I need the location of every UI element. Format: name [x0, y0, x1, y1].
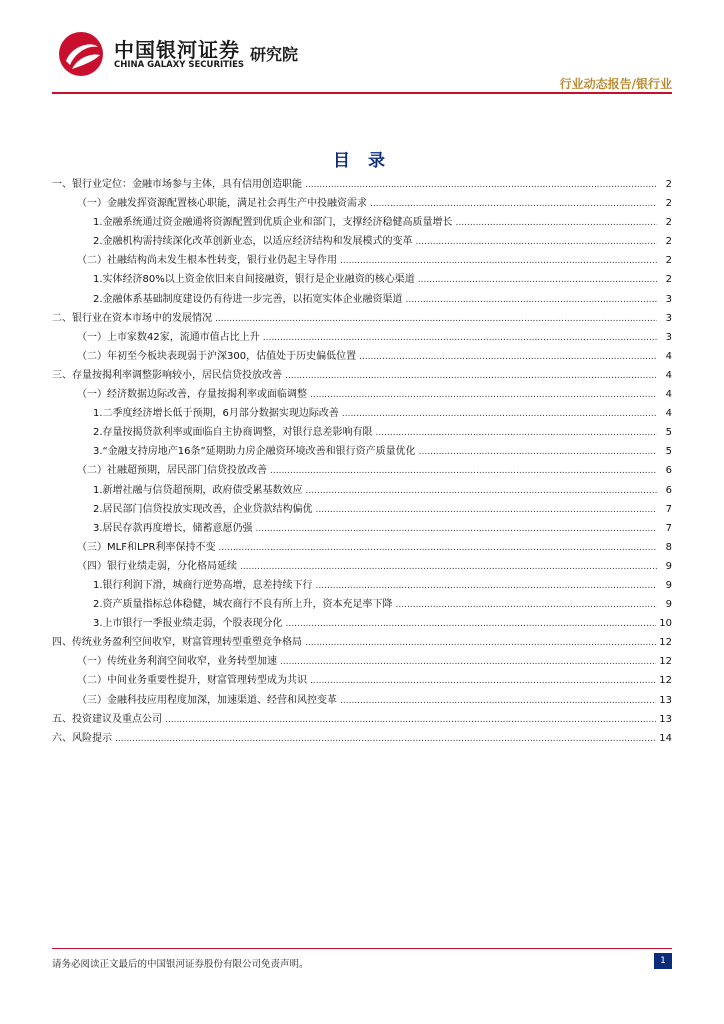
- toc-leader-dots: [263, 333, 657, 343]
- toc-leader-dots: [310, 390, 657, 400]
- toc-leader-dots: [310, 676, 656, 686]
- table-of-contents: [52, 175, 672, 748]
- toc-entry[interactable]: [52, 347, 672, 366]
- toc-entry-title: 3.上市银行一季报业绩走弱，个股表现分化: [93, 618, 283, 630]
- toc-entry-title: （一）传统业务利润空间收窄，业务转型加速: [77, 656, 277, 668]
- toc-leader-dots: [418, 275, 657, 285]
- toc-entry-title: （一）上市家数42家，流通市值占比上升: [77, 331, 260, 343]
- toc-entry-page: 12: [659, 656, 672, 668]
- toc-leader-dots: [215, 314, 657, 324]
- toc-entry-title: （三）金融科技应用程度加深，加速渠道、经营和风控变革: [77, 694, 337, 706]
- toc-entry[interactable]: [52, 232, 672, 251]
- toc-entry[interactable]: [52, 270, 672, 289]
- toc-entry-title: 3.“金融支持房地产16条”延期助力房企融资环境改善和银行资产质量优化: [93, 446, 416, 458]
- toc-leader-dots: [419, 447, 657, 457]
- toc-leader-dots: [306, 486, 657, 496]
- toc-entry-page: 3: [665, 331, 672, 343]
- toc-leader-dots: [376, 428, 657, 438]
- toc-entry-title: 3.居民存款再度增长，储蓄意愿仍强: [93, 522, 253, 534]
- toc-leader-dots: [305, 180, 657, 190]
- toc-entry[interactable]: [52, 290, 672, 309]
- toc-leader-dots: [359, 352, 657, 362]
- toc-entry[interactable]: [52, 538, 672, 557]
- toc-entry-title: 2.金融机构需持续深化改革创新业态，以适应经济结构和发展模式的变革: [93, 236, 413, 248]
- toc-leader-dots: [285, 371, 657, 381]
- toc-entry[interactable]: [52, 385, 672, 404]
- toc-entry-page: 3: [665, 312, 672, 324]
- toc-entry-title: （二）社融超预期，居民部门信贷投放改善: [77, 465, 267, 477]
- toc-entry[interactable]: [52, 557, 672, 576]
- toc-entry[interactable]: [52, 729, 672, 748]
- toc-entry-title: 1.实体经济80%以上资金依旧来自间接融资，银行是企业融资的核心渠道: [93, 274, 415, 286]
- toc-entry-page: 2: [665, 255, 672, 267]
- toc-entry-page: 12: [659, 637, 672, 649]
- toc-entry-page: 4: [665, 408, 672, 420]
- toc-entry-title: 1.新增社融与信贷超预期，政府债受累基数效应: [93, 484, 303, 496]
- toc-entry-title: 2.资产质量指标总体稳健，城农商行不良有所上升，资本充足率下降: [93, 599, 393, 611]
- toc-entry[interactable]: [52, 423, 672, 442]
- toc-entry-title: 二、银行业在资本市场中的发展情况: [52, 312, 212, 324]
- toc-entry[interactable]: [52, 576, 672, 595]
- brand-name-cn: 中国银河证券: [114, 38, 240, 62]
- toc-entry-page: 4: [665, 369, 672, 381]
- toc-entry-page: 4: [665, 389, 672, 401]
- toc-entry-title: （四）银行业绩走弱，分化格局延续: [77, 560, 237, 572]
- toc-entry-title: （一）经济数据边际改善，存量按揭利率或面临调整: [77, 389, 307, 401]
- toc-leader-dots: [396, 600, 657, 610]
- toc-title: 目 录: [333, 151, 391, 171]
- galaxy-logo-icon: [58, 31, 104, 77]
- toc-leader-dots: [316, 581, 657, 591]
- toc-entry[interactable]: [52, 595, 672, 614]
- toc-entry-page: 12: [659, 675, 672, 687]
- toc-leader-dots: [305, 638, 656, 648]
- toc-entry-title: （一）金融发挥资源配置核心职能，满足社会再生产中投融资需求: [77, 198, 367, 210]
- toc-entry-title: 2.存量按揭贷款利率或面临自主协商调整，对银行息差影响有限: [93, 427, 373, 439]
- toc-leader-dots: [270, 466, 657, 476]
- toc-leader-dots: [115, 734, 656, 744]
- page-header: [0, 0, 724, 100]
- institute-label: 研究院: [250, 45, 299, 64]
- toc-entry-title: 1.金融系统通过资金融通将资源配置到优质企业和部门，支撑经济稳健高质量增长: [93, 217, 453, 229]
- toc-entry[interactable]: [52, 213, 672, 232]
- toc-entry[interactable]: [52, 671, 672, 690]
- toc-entry-page: 5: [665, 427, 672, 439]
- toc-entry-page: 10: [659, 618, 672, 630]
- toc-entry-page: 3: [665, 293, 672, 305]
- toc-entry[interactable]: [52, 404, 672, 423]
- toc-entry-title: 三、存量按揭利率调整影响较小，居民信贷投放改善: [52, 369, 282, 381]
- toc-entry-page: 2: [665, 274, 672, 286]
- toc-entry[interactable]: [52, 309, 672, 328]
- toc-entry[interactable]: [52, 366, 672, 385]
- toc-entry-page: 9: [665, 560, 672, 572]
- toc-entry-page: 4: [665, 350, 672, 362]
- toc-entry[interactable]: [52, 691, 672, 710]
- toc-entry-title: （二）年初至今板块表现弱于沪深300，估值处于历史偏低位置: [77, 350, 357, 362]
- toc-leader-dots: [219, 543, 657, 553]
- toc-entry-title: 一、银行业定位：金融市场参与主体，具有信用创造职能: [52, 179, 302, 190]
- toc-entry-page: 14: [659, 732, 672, 744]
- footer-disclaimer: 请务必阅读正文最后的中国银河证券股份有限公司免责声明。: [52, 959, 309, 970]
- toc-entry-title: 五、投资建议及重点公司: [52, 713, 162, 725]
- toc-leader-dots: [165, 715, 656, 725]
- toc-entry-title: （三）MLF和LPR利率保持不变: [77, 541, 216, 553]
- toc-entry-page: 13: [659, 694, 672, 706]
- toc-leader-dots: [286, 619, 657, 629]
- toc-entry[interactable]: [52, 481, 672, 500]
- toc-leader-dots: [240, 562, 657, 572]
- toc-entry-title: 2.金融体系基础制度建设仍有待进一步完善，以拓宽实体企业融资渠道: [93, 293, 403, 305]
- toc-entry-page: 2: [665, 179, 672, 190]
- toc-leader-dots: [406, 295, 657, 305]
- toc-entry-page: 8: [665, 541, 672, 553]
- toc-entry[interactable]: [52, 328, 672, 347]
- toc-entry[interactable]: [52, 251, 672, 270]
- toc-entry-page: 6: [665, 484, 672, 496]
- toc-entry-page: 2: [665, 198, 672, 210]
- toc-entry-page: 5: [665, 446, 672, 458]
- toc-entry-page: 9: [665, 599, 672, 611]
- toc-leader-dots: [340, 256, 657, 266]
- toc-entry[interactable]: [52, 194, 672, 213]
- toc-leader-dots: [280, 657, 656, 667]
- toc-entry-page: 2: [665, 217, 672, 229]
- toc-entry[interactable]: [52, 500, 672, 519]
- report-type-label: 行业动态报告/银行业: [559, 77, 672, 91]
- toc-leader-dots: [340, 696, 656, 706]
- toc-entry-title: 1.二季度经济增长低于预期，6月部分数据实现边际改善: [93, 408, 339, 420]
- toc-leader-dots: [316, 505, 657, 515]
- toc-entry-title: 四、传统业务盈利空间收窄，财富管理转型重塑竞争格局: [52, 637, 302, 649]
- toc-entry-title: 1.银行利润下滑，城商行逆势高增，息差持续下行: [93, 579, 313, 591]
- toc-entry-page: 9: [665, 579, 672, 591]
- toc-leader-dots: [256, 524, 657, 534]
- toc-leader-dots: [416, 237, 657, 247]
- toc-entry-page: 6: [665, 465, 672, 477]
- toc-entry[interactable]: [52, 442, 672, 461]
- toc-entry[interactable]: [52, 614, 672, 633]
- toc-entry-page: 7: [665, 522, 672, 534]
- toc-leader-dots: [456, 218, 657, 228]
- toc-entry-title: 六、风险提示: [52, 732, 112, 744]
- toc-entry-page: 7: [665, 503, 672, 515]
- footer-divider: [52, 948, 672, 949]
- toc-leader-dots: [370, 199, 657, 209]
- toc-entry[interactable]: [52, 710, 672, 729]
- toc-entry-title: 2.居民部门信贷投放实现改善，企业贷款结构偏优: [93, 503, 313, 515]
- toc-entry[interactable]: [52, 175, 672, 194]
- toc-leader-dots: [342, 409, 657, 419]
- toc-entry-title: （二）中间业务重要性提升，财富管理转型成为共识: [77, 675, 307, 687]
- toc-entry[interactable]: [52, 519, 672, 538]
- toc-entry-page: 13: [659, 713, 672, 725]
- brand-name-en: CHINA GALAXY SECURITIES: [114, 60, 245, 70]
- toc-entry[interactable]: [52, 652, 672, 671]
- toc-entry[interactable]: [52, 461, 672, 480]
- toc-entry[interactable]: [52, 633, 672, 652]
- toc-entry-title: （二）社融结构尚未发生根本性转变，银行业仍起主导作用: [77, 255, 337, 267]
- header-divider: [52, 92, 672, 94]
- page-number: 1: [654, 953, 672, 969]
- toc-entry-page: 2: [665, 236, 672, 248]
